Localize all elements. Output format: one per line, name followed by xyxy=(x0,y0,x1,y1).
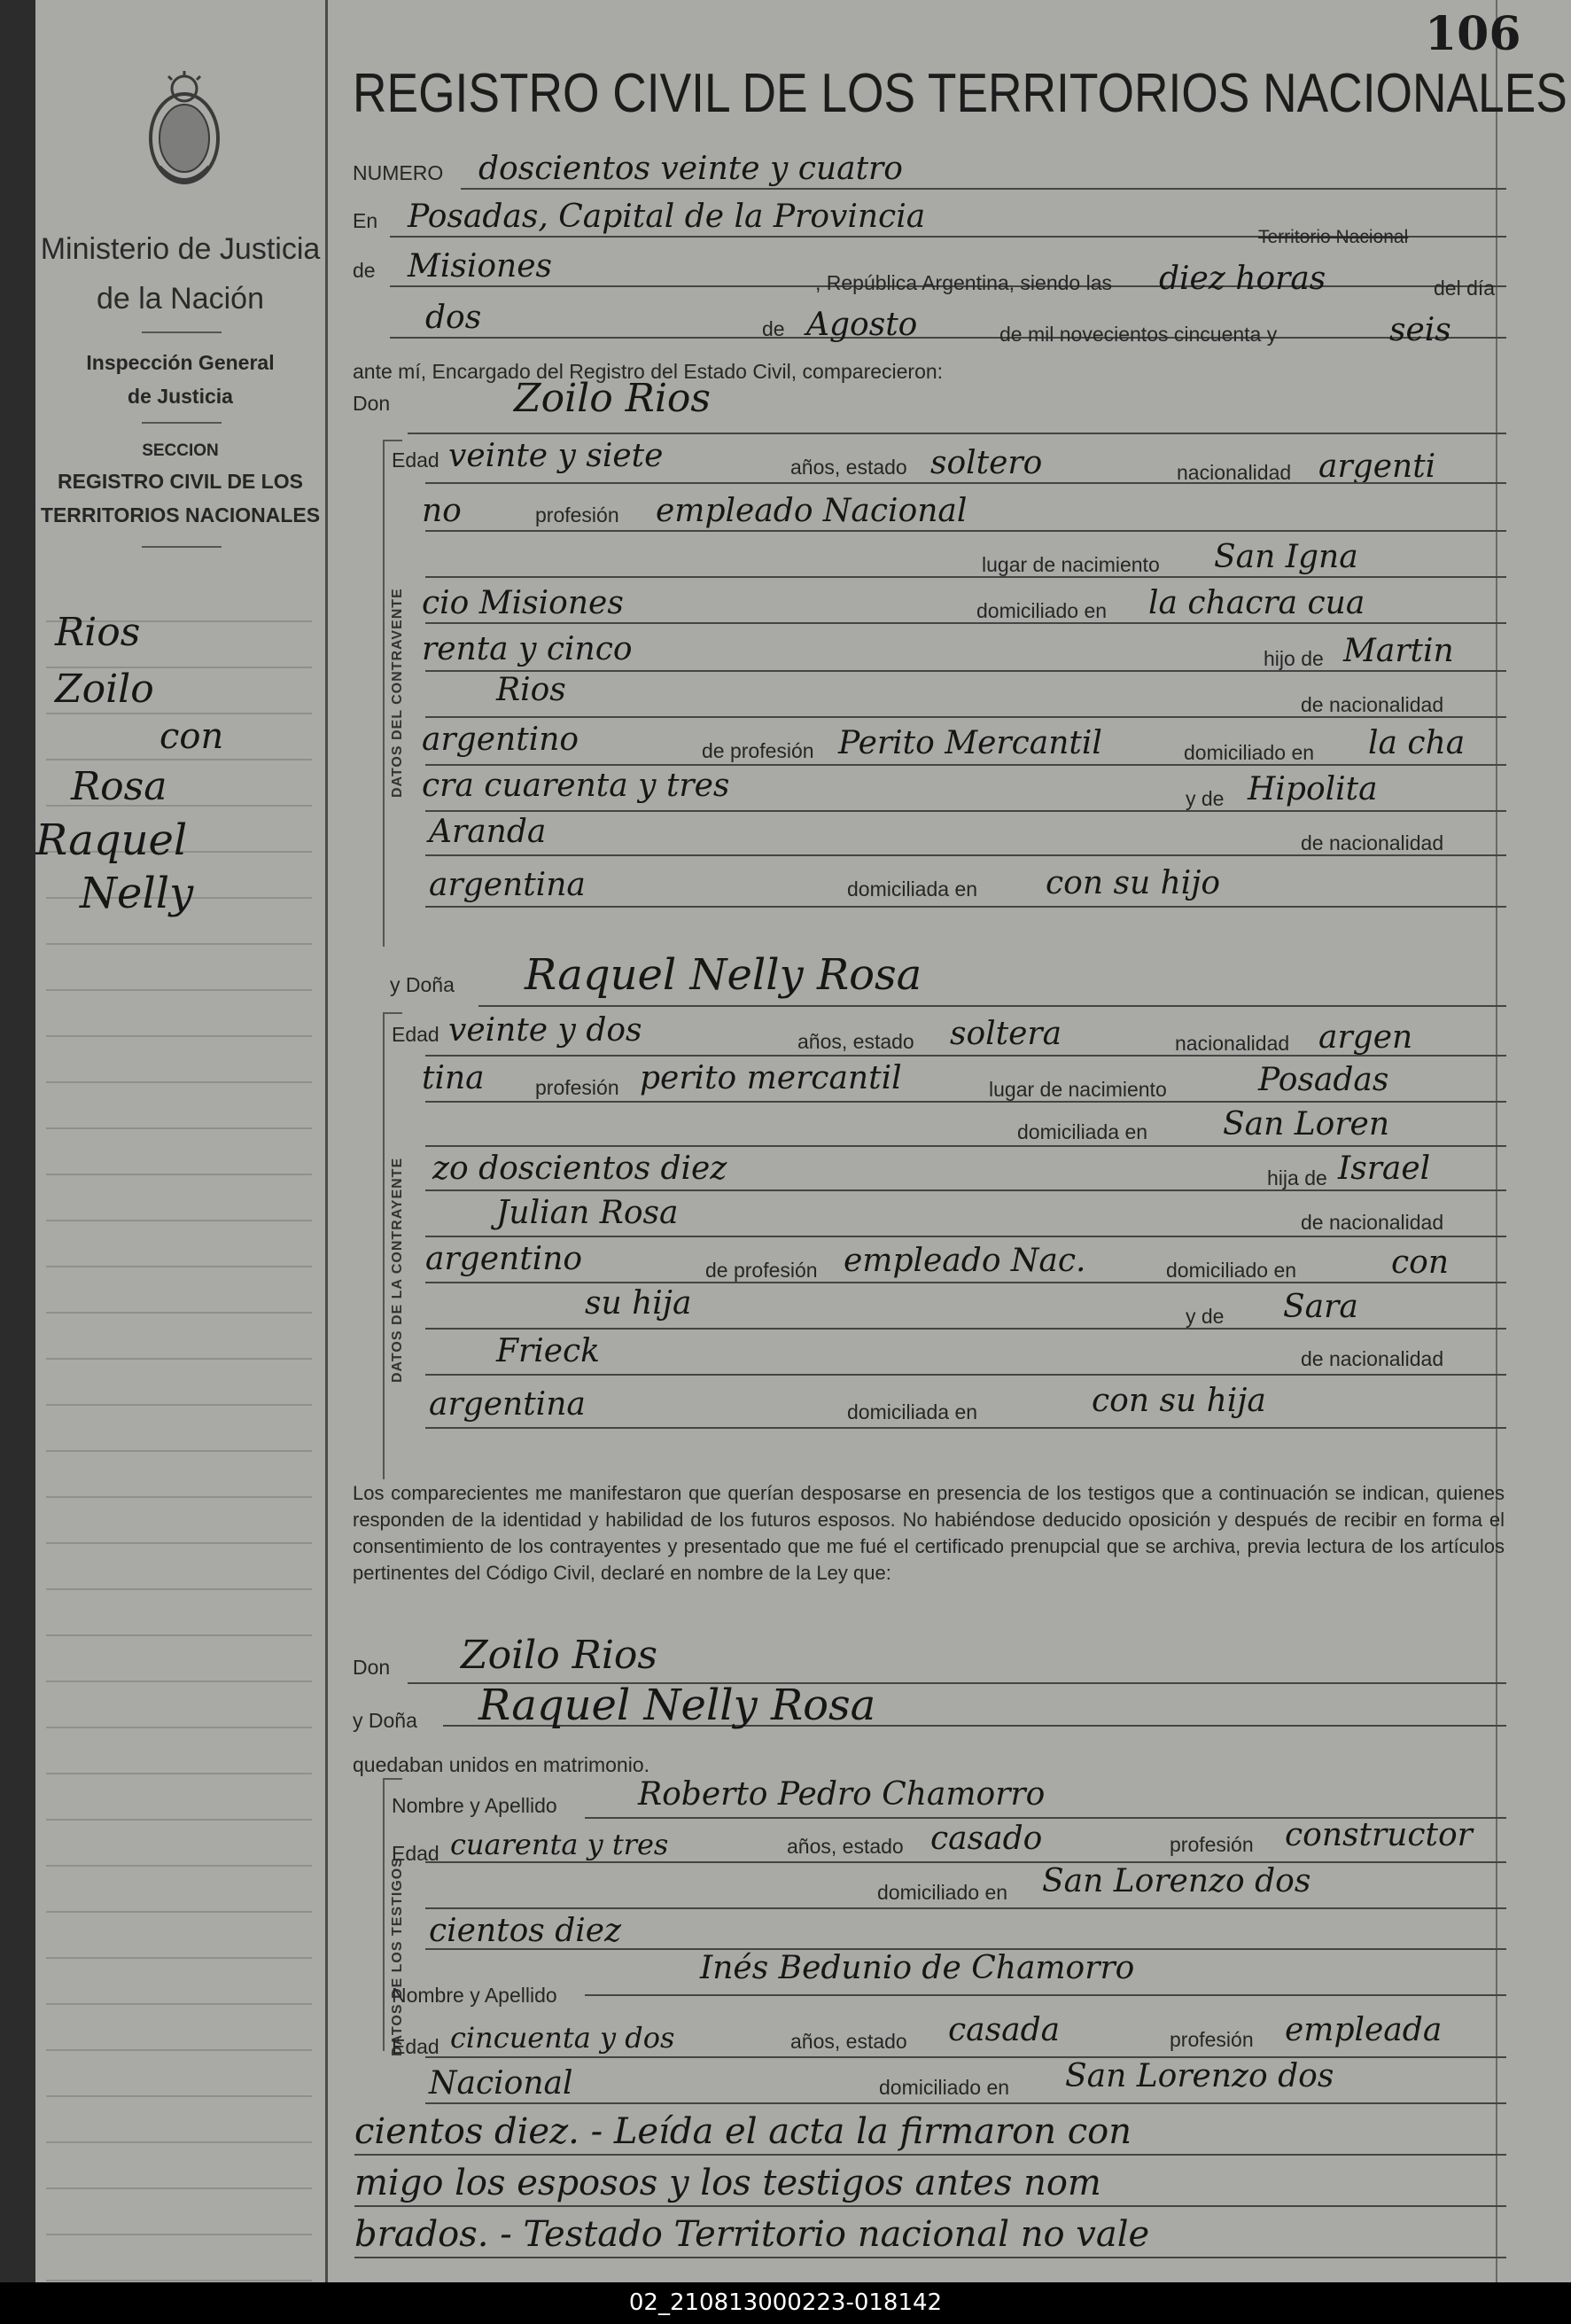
label-de-mil: de mil novecientos cincuenta y xyxy=(999,323,1278,346)
value-c-lugar-b: cio Misiones xyxy=(422,585,624,621)
value-c-madre-nac: argentina xyxy=(429,867,586,903)
inspection-line-2: de Justicia xyxy=(128,385,233,408)
groom-section-label: DATOS DEL CONTRAVENTE xyxy=(390,588,405,798)
label-c-padre-domiciliado: domiciliado en xyxy=(1184,741,1315,764)
label-d-anos-estado: años, estado xyxy=(797,1030,914,1053)
section-line-3: TERRITORIOS NACIONALES xyxy=(40,503,321,526)
rule-c-2 xyxy=(425,530,1506,532)
value-c-nac-b: no xyxy=(422,493,462,529)
rule-t1-3 xyxy=(425,1907,1506,1909)
label-t2-domiciliado: domiciliado en xyxy=(879,2076,1010,2099)
rule-c-6 xyxy=(425,716,1506,718)
label-c-hijo-de: hijo de xyxy=(1264,647,1324,670)
value-c-padre-prof: Perito Mercantil xyxy=(838,725,1102,761)
label-c-y-de: y de xyxy=(1186,787,1225,810)
margin-rule-line xyxy=(46,1220,312,1221)
rule-numero xyxy=(461,188,1506,190)
label-c-edad: Edad xyxy=(392,448,439,472)
margin-rule-line xyxy=(46,2280,312,2281)
value-d-padre-dom-b: su hija xyxy=(585,1285,692,1322)
label-t1-nombre: Nombre y Apellido xyxy=(392,1794,557,1817)
margin-rule-line xyxy=(46,1358,312,1360)
label-d-edad: Edad xyxy=(392,1023,439,1046)
value-ano: seis xyxy=(1389,312,1451,348)
margin-rule-line xyxy=(46,713,312,714)
label-t1-edad: Edad xyxy=(392,1842,439,1865)
rule-t2-3 xyxy=(425,2102,1506,2104)
value-c-estado: soltero xyxy=(930,445,1043,481)
label-y-dona: y Doña xyxy=(390,973,455,996)
label-c-domiciliado: domiciliado en xyxy=(976,599,1108,622)
margin-rule-line xyxy=(46,1819,312,1821)
rule-c-9 xyxy=(425,854,1506,856)
closing-line-2: migo los esposos y los testigos antes nom xyxy=(354,2163,1101,2203)
label-c-profesion: profesión xyxy=(535,503,619,526)
margin-rule-line xyxy=(46,2003,312,2005)
rule-d-7 xyxy=(425,1328,1506,1330)
value-d-madre-dom: con su hija xyxy=(1092,1383,1266,1419)
inspection-line-1: Inspección General xyxy=(86,351,275,374)
rule-t1-2 xyxy=(425,1861,1506,1863)
label-t1-profesion: profesión xyxy=(1170,1833,1254,1856)
rule-c-10 xyxy=(425,906,1506,908)
label-c-madre-domiciliada: domiciliada en xyxy=(847,877,978,901)
margin-rule-line xyxy=(46,1081,312,1083)
margin-rule-line xyxy=(46,2188,312,2189)
coat-of-arms-emblem xyxy=(142,69,227,193)
rule-t2-2 xyxy=(425,2056,1506,2058)
document-title: REGISTRO CIVIL DE LOS TERRITORIOS NACIONALES xyxy=(353,63,1567,124)
value-numero: doscientos veinte y cuatro xyxy=(478,151,903,187)
image-id-footer: 02_210813000223-018142 xyxy=(0,2282,1571,2324)
label-t2-profesion: profesión xyxy=(1170,2028,1254,2051)
right-border xyxy=(1496,0,1497,2282)
value-t1-dom-b: cientos diez xyxy=(429,1913,622,1949)
margin-rule-line xyxy=(46,1865,312,1867)
value-c-nac-a: argenti xyxy=(1318,448,1436,485)
rule-c-3 xyxy=(425,576,1506,578)
label-de-mes: de xyxy=(762,317,785,340)
value-c-edad: veinte y siete xyxy=(448,438,664,474)
label-c-de-nacionalidad: de nacionalidad xyxy=(1301,693,1444,716)
label-de: de xyxy=(353,259,376,282)
rule-c-4 xyxy=(425,622,1506,624)
label-decl-don: Don xyxy=(353,1656,391,1679)
value-c-prof: empleado Nacional xyxy=(656,493,968,529)
margin-note-line-6: Nelly xyxy=(80,869,194,918)
ministry-line-2: de la Nación xyxy=(96,282,264,316)
margin-rule-line xyxy=(46,2049,312,2051)
margin-note-line-4: Rosa xyxy=(71,764,167,809)
inspection-divider xyxy=(142,422,222,424)
margin-note-line-3: con xyxy=(159,716,224,757)
margin-rule-line xyxy=(46,1312,312,1314)
section-divider xyxy=(142,546,222,548)
declaration-paragraph: Los comparecientes me manifestaron que querían desposarse en presencia de los testigos que a continuación se indican, quienes responden de la identidad y habilidad de los futuros esposos. No habiéndose deducido oposición y después de recibir en forma el consentimiento de los contrayentes y presentado que me fué el certificado prenupcial que se archiva, previa lectura de los artículos pertinentes del Código Civil, declaré en nombre de la Ley que: xyxy=(353,1482,1505,1584)
value-d-estado: soltera xyxy=(950,1016,1062,1052)
value-t1-dom-a: San Lorenzo dos xyxy=(1042,1863,1311,1899)
value-c-padre-a: Martin xyxy=(1343,633,1454,669)
label-decl-dona: y Doña xyxy=(353,1709,417,1732)
value-horas: diez horas xyxy=(1159,261,1326,297)
value-t2-dom-a: San Lorenzo dos xyxy=(1065,2058,1334,2094)
value-mes: Agosto xyxy=(806,307,918,343)
value-c-madre-dom: con su hijo xyxy=(1046,865,1221,901)
value-d-dom-b: zo doscientos diez xyxy=(432,1150,727,1187)
closing-line-3: brados. - Testado Territorio nacional no vale xyxy=(354,2214,1150,2255)
label-d-madre-domiciliada: domiciliada en xyxy=(847,1400,978,1423)
section-line-1: SECCION xyxy=(142,441,219,460)
rule-d-1 xyxy=(425,1055,1506,1057)
label-ante-mi: ante mí, Encargado del Registro del Estado Civil, comparecieron: xyxy=(353,360,944,383)
margin-rule-line xyxy=(46,943,312,945)
label-c-madre-nacionalidad: de nacionalidad xyxy=(1301,831,1444,854)
margin-rule-line xyxy=(46,1634,312,1636)
margin-rule-line xyxy=(46,1496,312,1498)
value-decl-don: Zoilo Rios xyxy=(461,1633,657,1678)
rule-closing-3 xyxy=(354,2257,1506,2258)
value-d-madre-nac: argentina xyxy=(429,1386,586,1423)
bride-section-label: DATOS DE LA CONTRAYENTE xyxy=(390,1157,405,1383)
value-t2-nombre: Inés Bedunio de Chamorro xyxy=(700,1950,1135,1986)
value-d-madre-a: Sara xyxy=(1283,1289,1358,1325)
margin-rule-line xyxy=(46,759,312,760)
value-d-nac-a: argen xyxy=(1318,1019,1413,1056)
label-t2-edad: Edad xyxy=(392,2035,439,2058)
rule-closing-2 xyxy=(354,2205,1506,2207)
rule-don xyxy=(408,433,1506,434)
value-d-padre-dom-a: con xyxy=(1391,1244,1450,1281)
margin-note-line-5: Raquel xyxy=(35,815,188,865)
rule-closing-1 xyxy=(354,2154,1506,2156)
rule-c-5 xyxy=(425,670,1506,672)
margin-note-line-1: Rios xyxy=(55,610,141,655)
rule-d-8 xyxy=(425,1374,1506,1376)
margin-rule-line xyxy=(46,1127,312,1129)
section-line-2: REGISTRO CIVIL DE LOS xyxy=(58,470,303,493)
rule-c-1 xyxy=(425,482,1506,484)
value-t2-edad: cincuenta y dos xyxy=(450,2021,675,2055)
value-c-dom-a: la chacra cua xyxy=(1148,585,1365,621)
value-t2-estado: casada xyxy=(948,2012,1061,2048)
label-c-lugar: lugar de nacimiento xyxy=(982,553,1160,576)
label-republica: , República Argentina, siendo las xyxy=(815,271,1112,294)
margin-rule-line xyxy=(46,1727,312,1728)
rule-d-5 xyxy=(425,1236,1506,1237)
label-d-madre-nacionalidad: de nacionalidad xyxy=(1301,1347,1444,1370)
label-c-anos-estado: años, estado xyxy=(790,456,907,479)
rule-dona xyxy=(478,1005,1506,1007)
margin-rule-line xyxy=(46,1174,312,1175)
value-t1-estado: casado xyxy=(930,1821,1043,1857)
value-dia: dos xyxy=(425,300,482,336)
label-en: En xyxy=(353,209,378,232)
value-c-dom-b: renta y cinco xyxy=(422,631,633,667)
margin-rule-line xyxy=(46,1404,312,1406)
label-d-lugar: lugar de nacimiento xyxy=(989,1078,1167,1101)
value-en: Posadas, Capital de la Provincia xyxy=(408,199,926,235)
margin-note-line-2: Zoilo xyxy=(55,667,154,712)
label-d-profesion: profesión xyxy=(535,1076,619,1099)
value-t1-prof: constructor xyxy=(1285,1817,1473,1853)
margin-rule-line xyxy=(46,1911,312,1913)
value-t2-prof: empleada xyxy=(1285,2012,1443,2048)
value-t2-prof-b: Nacional xyxy=(429,2065,573,2102)
value-c-lugar-a: San Igna xyxy=(1214,539,1358,575)
margin-rule-line xyxy=(46,1450,312,1452)
value-c-madre-a: Hipolita xyxy=(1248,771,1378,807)
margin-rule-line xyxy=(46,1957,312,1959)
margin-rule-line xyxy=(46,1266,312,1267)
page-number: 106 xyxy=(1425,7,1521,61)
value-d-madre-b: Frieck xyxy=(496,1333,600,1369)
margin-divider xyxy=(325,0,328,2282)
ministry-divider xyxy=(142,331,222,333)
rule-d-3 xyxy=(425,1145,1506,1147)
label-numero: NUMERO xyxy=(353,161,444,184)
margin-rule-line xyxy=(46,1542,312,1544)
rule-c-8 xyxy=(425,810,1506,812)
value-de: Misiones xyxy=(408,248,553,285)
margin-rule-line xyxy=(46,1588,312,1590)
margin-rule-line xyxy=(46,2234,312,2235)
label-d-nacionalidad: nacionalidad xyxy=(1175,1032,1290,1055)
value-c-padre-dom-a: la cha xyxy=(1368,725,1466,761)
value-d-lugar: Posadas xyxy=(1258,1062,1389,1098)
value-c-padre-nac: argentino xyxy=(422,721,579,758)
label-c-nacionalidad: nacionalidad xyxy=(1177,461,1292,484)
value-d-padre-a: Israel xyxy=(1338,1150,1431,1187)
ministry-line-1: Ministerio de Justicia xyxy=(40,232,321,266)
value-t1-nombre: Roberto Pedro Chamorro xyxy=(638,1776,1046,1813)
label-d-padre-nacionalidad: de nacionalidad xyxy=(1301,1211,1444,1234)
value-c-madre-b: Aranda xyxy=(429,814,547,850)
value-d-padre-prof: empleado Nac. xyxy=(844,1243,1086,1279)
label-d-de-profesion: de profesión xyxy=(705,1259,818,1282)
rule-d-6 xyxy=(425,1282,1506,1283)
value-d-nac-b: tina xyxy=(422,1060,485,1096)
label-don: Don xyxy=(353,392,391,415)
label-t1-domiciliado: domiciliado en xyxy=(877,1881,1008,1904)
rule-d-9 xyxy=(425,1427,1506,1429)
margin-rule-line xyxy=(46,1773,312,1774)
value-d-padre-nac: argentino xyxy=(425,1241,583,1277)
witnesses-section-label: DATOS DE LOS TESTIGOS xyxy=(390,1857,405,2056)
rule-t2-1 xyxy=(585,1994,1506,1996)
rule-fecha xyxy=(390,337,1506,339)
closing-line-1: cientos diez. - Leída el acta la firmaron con xyxy=(354,2111,1132,2152)
label-d-hija-de: hija de xyxy=(1267,1166,1327,1189)
label-d-y-de: y de xyxy=(1186,1305,1225,1328)
margin-rule-line xyxy=(46,1035,312,1037)
label-d-padre-domiciliado: domiciliado en xyxy=(1166,1259,1297,1282)
label-t2-nombre: Nombre y Apellido xyxy=(392,1984,557,2007)
book-spine xyxy=(0,0,35,2282)
label-quedaban: quedaban unidos en matrimonio. xyxy=(353,1753,650,1776)
margin-rule-line xyxy=(46,989,312,991)
rule-d-4 xyxy=(425,1189,1506,1191)
margin-rule-line xyxy=(46,2141,312,2143)
label-c-de-profesion: de profesión xyxy=(702,739,814,762)
label-d-domiciliada: domiciliada en xyxy=(1017,1120,1148,1143)
rule-d-2 xyxy=(425,1101,1506,1103)
value-decl-dona: Raquel Nelly Rosa xyxy=(478,1681,876,1730)
value-don: Zoilo Rios xyxy=(514,376,711,421)
rule-c-7 xyxy=(425,764,1506,766)
value-dona: Raquel Nelly Rosa xyxy=(525,950,922,1000)
label-territorio-nacional: Territorio Nacional xyxy=(1258,227,1409,247)
label-t1-anos-estado: años, estado xyxy=(787,1835,904,1858)
value-t1-edad: cuarenta y tres xyxy=(450,1828,669,1861)
value-c-padre-b: Rios xyxy=(496,672,566,708)
label-del-dia: del día xyxy=(1434,277,1496,300)
label-t2-anos-estado: años, estado xyxy=(790,2030,907,2053)
value-d-padre-b: Julian Rosa xyxy=(496,1195,679,1231)
value-c-padre-dom-b: cra cuarenta y tres xyxy=(422,768,730,804)
value-d-edad: veinte y dos xyxy=(448,1012,642,1049)
value-d-dom-a: San Loren xyxy=(1223,1106,1390,1143)
value-d-prof: perito mercantil xyxy=(640,1060,902,1096)
margin-rule-line xyxy=(46,2095,312,2097)
register-page xyxy=(35,0,1571,2282)
margin-rule-line xyxy=(46,1681,312,1682)
